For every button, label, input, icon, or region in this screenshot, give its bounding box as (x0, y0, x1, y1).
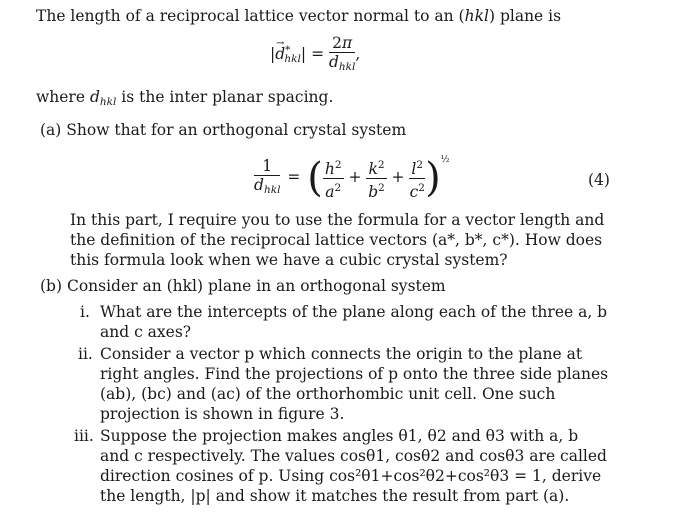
part-b-item-iii-text: Suppose the projection makes angles θ1, θ2 and θ3 with a, b and c respectively. The values cosθ1, cosθ2 and cosθ3 are called direction cosines of p. Using cos²θ1+cos²θ2+cos²θ3 = 1, derive the length, |p| and show it matches the result from part (a). (100, 427, 607, 505)
part-b-item-i-text: What are the intercepts of the plane along each of the three a, b and c axes? (100, 303, 608, 341)
spacing-definition: where $d_{hkl}$ is the inter planar spacing. (36, 88, 334, 108)
part-b-item-i (80, 302, 90, 322)
item-i-label: i. (80, 303, 90, 321)
part-b-item-iii (74, 426, 94, 446)
part-a-paragraph: In this part, I require you to use the formula for a vector length and the definition of the reciprocal lattice vectors (a*, b*, c*). How does this formula look when we have a cubic crystal system? (70, 211, 605, 269)
reciprocal-length-equation: |→ $d^*_{hkl}|$ = $\frac{2\pi}{d_{hkl}}$ , (270, 34, 360, 76)
equation-number: (4) (588, 171, 610, 189)
intro-line: The length of a reciprocal lattice vector normal to an (hkl) plane is (36, 7, 562, 25)
item-iii-label: iii. (74, 427, 94, 445)
item-ii-label: ii. (78, 345, 93, 363)
equation-fraction: $\frac{2\pi}{d_{hkl}}$ (328, 34, 356, 73)
part-a-heading (40, 120, 406, 140)
part-a-label: (a) (40, 121, 62, 139)
orthogonal-spacing-equation: $\frac{1}{d_{hkl}}$ = ( $\frac{h^2}{a^2}$ + $\frac{k^2}{b^2}$ + $\frac{l^2}{c^2}$ )$^{\frac{1}{2}}$ (254, 155, 450, 201)
part-b-text: Consider an (hkl) plane in an orthogonal system (66, 277, 446, 295)
part-b-label: (b) (40, 277, 63, 295)
part-b-item-ii (78, 344, 93, 364)
part-b-item-ii-text: Consider a vector p which connects the origin to the plane at right angles. Find the projections of p onto the three side planes (ab), (bc) and (ac) of the orthorhombic unit cell. One such projection is shown in figure 3. (100, 345, 609, 423)
part-a-text: Show that for an orthogonal crystal system (66, 121, 407, 139)
part-b-heading (40, 276, 446, 296)
